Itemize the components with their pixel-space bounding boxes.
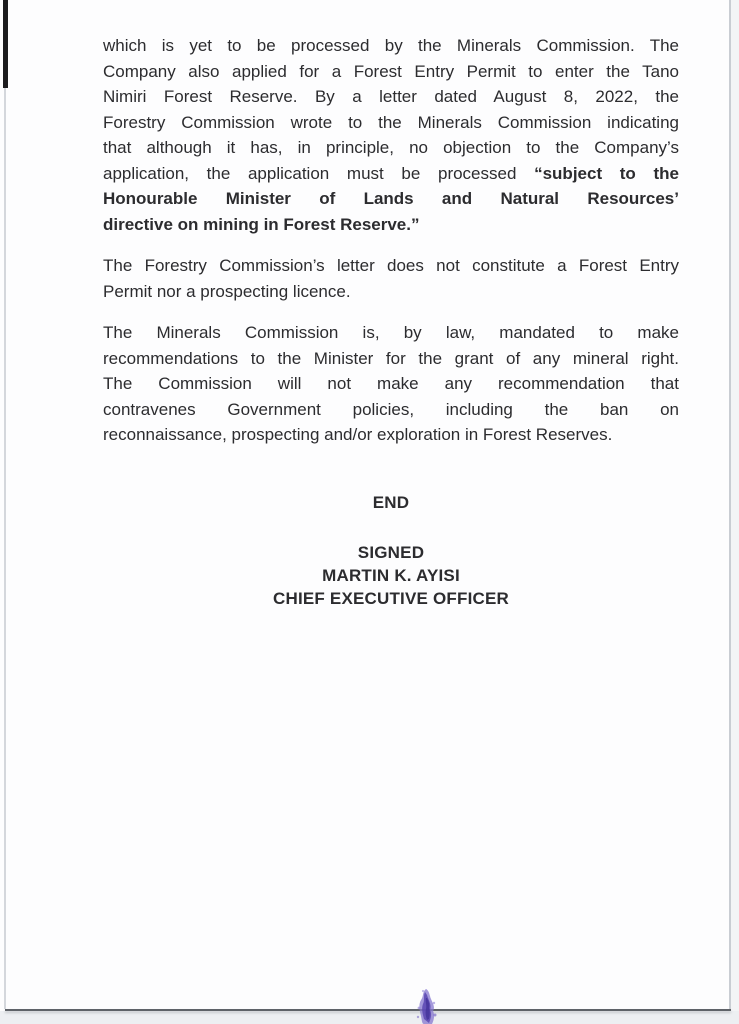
signature-block (103, 541, 679, 610)
text-line: Nimiri Forest Reserve. By a letter dated August 8, 2022, the (103, 87, 679, 106)
text-line: recommendations to the Minister for the grant of any mineral right. (103, 348, 679, 368)
scan-background-right (731, 0, 739, 1011)
text-line: Company also applied for a Forest Entry Permit to enter the Tano (103, 61, 679, 81)
text-segment: application, the application must be processed (103, 163, 535, 183)
paragraph-forestry-letter (103, 253, 679, 304)
paragraph-processing (103, 33, 679, 237)
signatory-name: MARTIN K. AYISI (322, 565, 460, 585)
text-line: Forestry Commission wrote to the Minerals Commission indicating (103, 112, 679, 132)
quoted-directive-middle: Honourable Minister of Lands and Natural Resources’ (103, 189, 679, 208)
page-edge-right (729, 0, 731, 1010)
page-edge-left (4, 88, 6, 1009)
signatory-title: CHIEF EXECUTIVE OFFICER (272, 588, 509, 608)
text-line: reconnaissance, prospecting and/or exploration in Forest Reserves. (103, 425, 613, 444)
quoted-directive-end: directive on mining in Forest Reserve.” (103, 214, 420, 234)
scan-background-bottom (0, 1011, 739, 1024)
text-line: which is yet to be processed by the Minerals Commission. The (103, 36, 679, 55)
ink-blot-mark (410, 988, 442, 1024)
text-line: The Minerals Commission is, by law, mandated to make (103, 323, 679, 342)
page-edge-bottom (5, 1009, 731, 1011)
end-marker: END (372, 492, 410, 512)
paragraph-minerals-commission (103, 320, 679, 448)
text-line: The Commission will not make any recommendation that (103, 374, 679, 393)
page-edge-left-dark (3, 0, 8, 88)
text-line (103, 161, 679, 187)
quoted-directive-start: “subject to the (534, 163, 679, 183)
signed-label: SIGNED (357, 542, 425, 562)
text-line: The Forestry Commission’s letter does not constitute a Forest Entry (103, 256, 679, 275)
text-line: contravenes Government policies, including the ban on (103, 399, 679, 419)
document-body (103, 33, 679, 610)
text-line: that although it has, in principle, no objection to the Company’s (103, 138, 679, 157)
text-line: Permit nor a prospecting licence. (103, 281, 351, 301)
